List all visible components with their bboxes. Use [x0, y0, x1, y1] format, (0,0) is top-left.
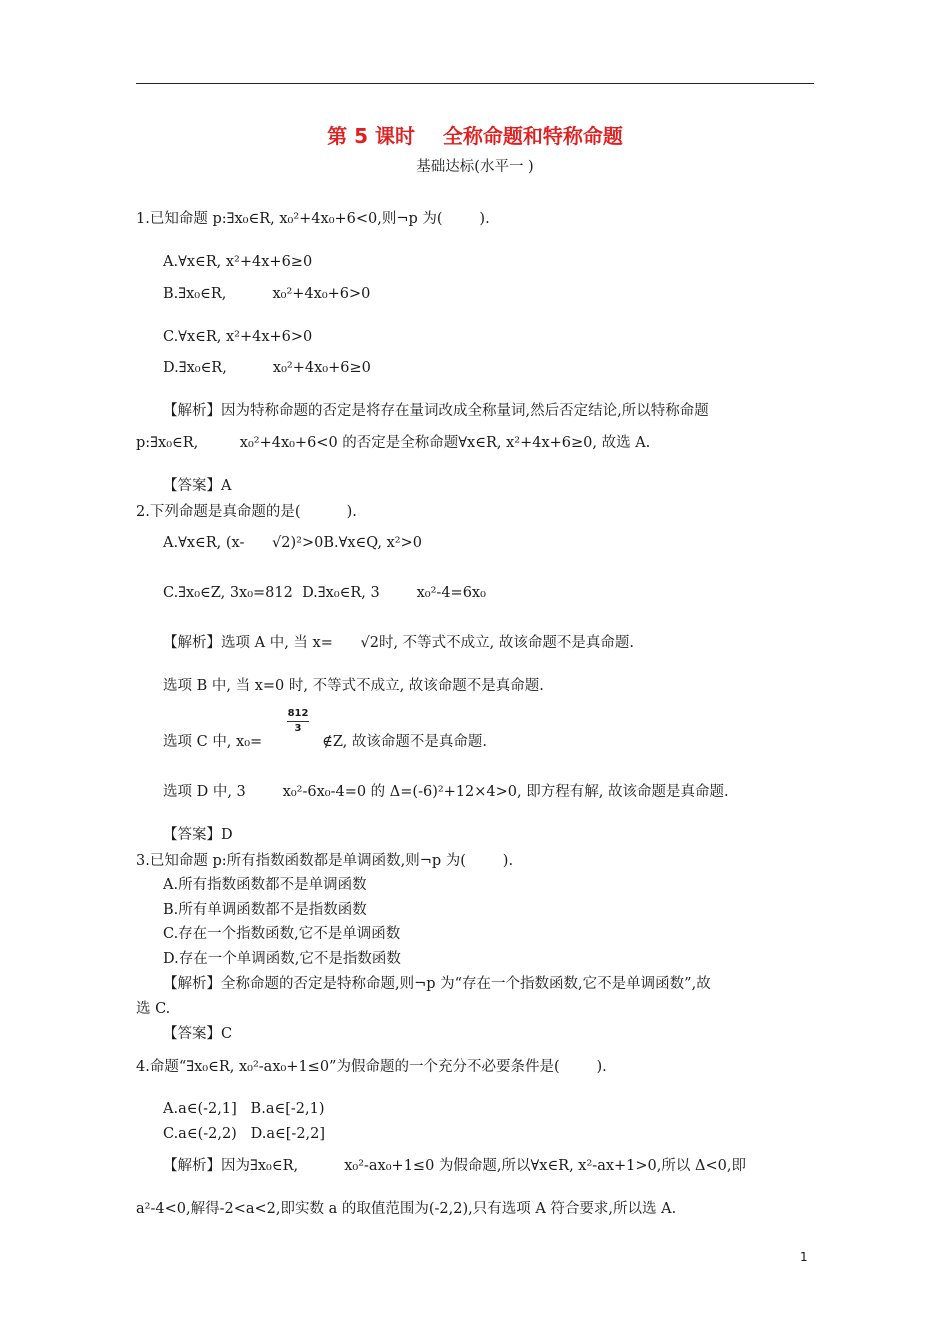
text-line: A.所有指数函数都不是单调函数 [163, 877, 367, 893]
page-subtitle: 基础达标(水平一 ) [416, 159, 534, 175]
text-line: A.∀x∈R, (x- √2)²>0B.∀x∈Q, x²>0 [163, 535, 422, 551]
text-line: a²-4<0,解得-2<a<2,即实数 a 的取值范围为(-2,2),只有选项 A 符合要求,所以选 A. [136, 1201, 677, 1217]
text-line: C.存在一个指数函数,它不是单调函数 [163, 926, 401, 942]
page-number: 1 [800, 1250, 808, 1264]
text-line: p:∃x₀∈R, x₀²+4x₀+6<0 的否定是全称命题∀x∈R, x²+4x+6≥0, 故选 A. [136, 435, 651, 451]
text-line: 选项 D 中, 3 x₀²-6x₀-4=0 的 Δ=(-6)²+12×4>0, 即方程有解, 故该命题是真命题. [163, 784, 729, 800]
text-line: 【解析】因为∃x₀∈R, x₀²-ax₀+1≤0 为假命题,所以∀x∈R, x²-ax+1>0,所以 Δ<0,即 [163, 1158, 746, 1174]
fraction-812-over-3 [287, 708, 309, 735]
text-line: 【答案】A [163, 478, 232, 494]
text-line: 【解析】全称命题的否定是特称命题,则¬p 为“存在一个指数函数,它不是单调函数”,故 [163, 976, 711, 992]
text-line: B.所有单调函数都不是指数函数 [163, 902, 367, 918]
text-line: C.∃x₀∈Z, 3x₀=812 D.∃x₀∈R, 3 x₀²-4=6x₀ [163, 585, 486, 601]
text-line: 2.下列命题是真命题的是( ). [136, 504, 357, 520]
header-rule [136, 83, 814, 84]
fraction-bar [287, 721, 309, 722]
text-line: 选项 B 中, 当 x=0 时, 不等式不成立, 故该命题不是真命题. [163, 678, 544, 694]
text-line: D.存在一个单调函数,它不是指数函数 [163, 951, 401, 967]
text-line: B.∃x₀∈R, x₀²+4x₀+6>0 [163, 286, 371, 302]
text-line: C.a∈(-2,2) D.a∈[-2,2] [163, 1126, 326, 1142]
text-line: 选项 C 中, x₀= ∉Z, 故该命题不是真命题. [163, 734, 487, 750]
text-line: 3.已知命题 p:所有指数函数都是单调函数,则¬p 为( ). [136, 853, 514, 869]
text-line: 【解析】选项 A 中, 当 x= √2时, 不等式不成立, 故该命题不是真命题. [163, 635, 635, 651]
fraction-numerator: 812 [287, 708, 309, 719]
text-line: C.∀x∈R, x²+4x+6>0 [163, 329, 313, 345]
fraction-denominator: 3 [294, 723, 302, 734]
text-line: D.∃x₀∈R, x₀²+4x₀+6≥0 [163, 360, 371, 376]
page-title: 第 5 课时 全称命题和特称命题 [327, 124, 623, 148]
text-line: A.a∈(-2,1] B.a∈[-2,1) [163, 1101, 325, 1117]
text-line: 选 C. [136, 1001, 171, 1017]
text-line: 【答案】D [163, 827, 233, 843]
text-line: 4.命题“∃x₀∈R, x₀²-ax₀+1≤0”为假命题的一个充分不必要条件是( ). [136, 1059, 607, 1075]
text-line: 【解析】因为特称命题的否定是将存在量词改成全称量词,然后否定结论,所以特称命题 [163, 403, 709, 419]
text-line: 【答案】C [163, 1026, 233, 1042]
text-line: A.∀x∈R, x²+4x+6≥0 [163, 254, 313, 270]
text-line: 1.已知命题 p:∃x₀∈R, x₀²+4x₀+6<0,则¬p 为( ). [136, 211, 490, 227]
